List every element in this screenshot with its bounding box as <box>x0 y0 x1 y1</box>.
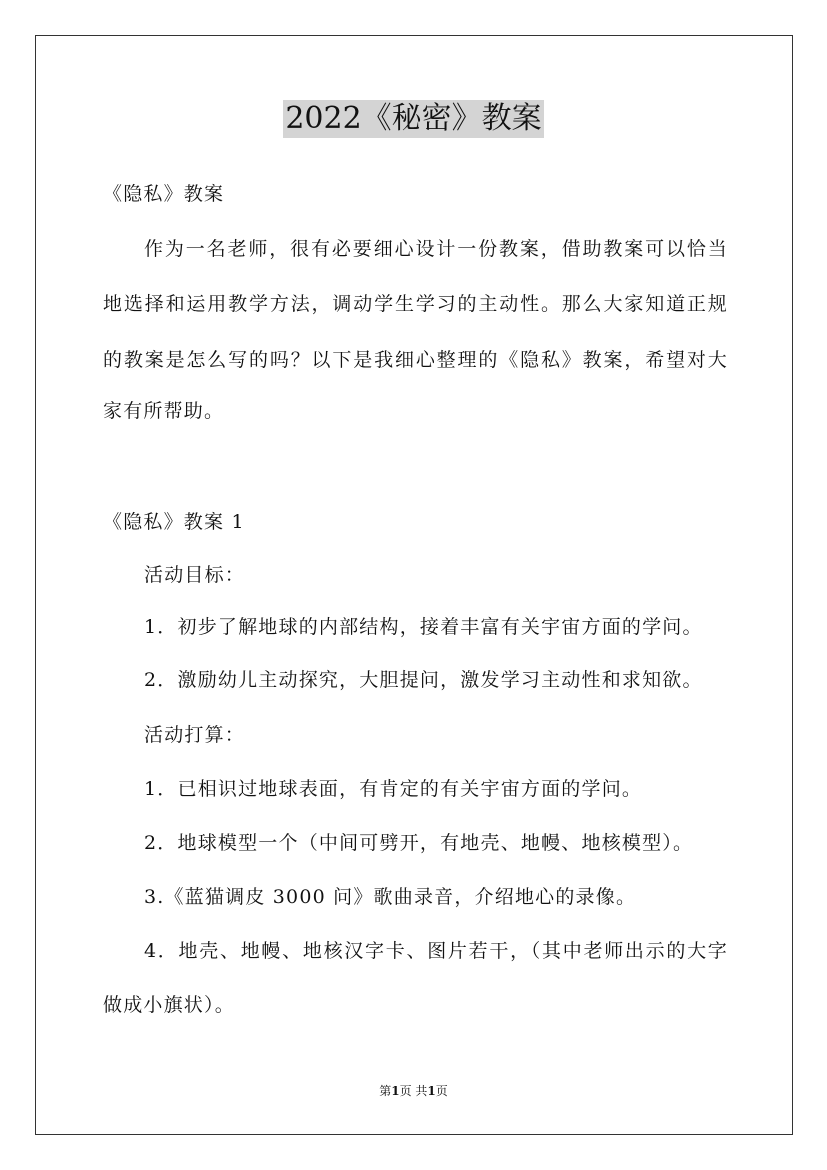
activity-goals-heading: 活动目标： <box>144 564 246 586</box>
footer-suffix: 页 <box>435 1084 448 1098</box>
subtitle-line: 《隐私》教案 <box>103 183 225 205</box>
intro-paragraph-line-1: 作为一名老师，很有必要细心设计一份教案，借助教案可以恰当 <box>144 238 728 260</box>
title-container <box>0 100 827 138</box>
activity-prep-heading: 活动打算： <box>144 724 246 746</box>
footer-page-number: 1 <box>391 1084 400 1098</box>
intro-paragraph-line-2: 地选择和运用教学方法，调动学生学习的主动性。那么大家知道正规 <box>103 293 728 315</box>
section-heading-1: 《隐私》教案 1 <box>103 511 245 533</box>
intro-paragraph-line-3: 的教案是怎么写的吗？以下是我细心整理的《隐私》教案，希望对大 <box>103 349 728 371</box>
prep-item-4-line-1: 4．地壳、地幔、地核汉字卡、图片若干，（其中老师出示的大字 <box>144 940 728 962</box>
goal-item-1: 1．初步了解地球的内部结构，接着丰富有关宇宙方面的学问。 <box>144 616 703 638</box>
prep-item-1: 1．已相识过地球表面，有肯定的有关宇宙方面的学问。 <box>144 778 643 800</box>
prep-item-4-line-2: 做成小旗状）。 <box>103 994 235 1016</box>
intro-paragraph-line-4: 家有所帮助。 <box>103 400 225 422</box>
footer-total-pages: 1 <box>427 1084 436 1098</box>
prep-item-3: 3.《蓝猫调皮 3000 问》歌曲录音，介绍地心的录像。 <box>144 886 637 908</box>
prep-item-2: 2．地球模型一个（中间可劈开，有地壳、地幔、地核模型）。 <box>144 832 694 854</box>
goal-item-2: 2．激励幼儿主动探究，大胆提问，激发学习主动性和求知欲。 <box>144 669 703 691</box>
footer-mid: 页 共 <box>399 1084 428 1098</box>
page-footer <box>0 1083 827 1099</box>
document-title: 2022《秘密》教案 <box>285 101 542 136</box>
footer-prefix: 第 <box>379 1084 392 1098</box>
